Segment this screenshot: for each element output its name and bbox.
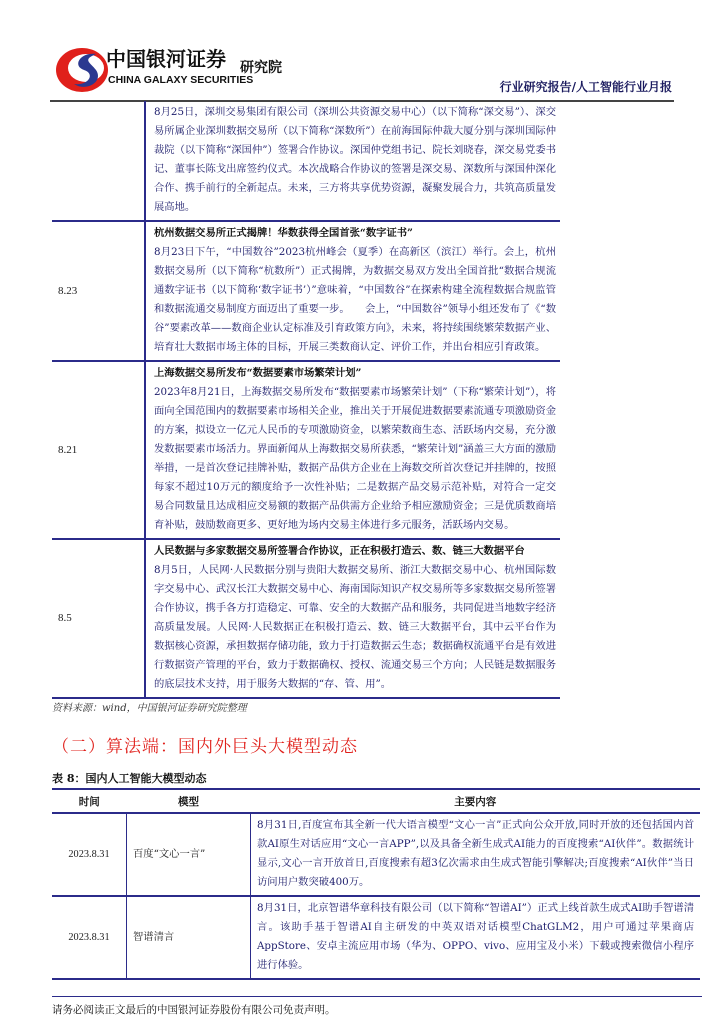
news-body: 2023年8月21日，上海数据交易所发布“数据要素市场繁荣计划”（下称“繁荣计划”），将面向全国范围内的数据要素市场相关企业，推出关于开展促进数据要素流通专项激励资金的方案，拟设立一亿元人民币的专项激励资金，以繁荣数商生态、活跃场内交易，充分激发数据要素市场活力。界面新闻从上海数据交易所获悉，“繁荣计划”涵盖三大方面的激励举措，一是首次登记挂牌补贴，数据产品供方企业在上海数交所首次登记并挂牌的，按照每家不超过10万元的额度给予一次性补贴；二是数据产品交易示范补贴，对符合一定交易合同数量且达成相应交易额的数据产品供需方企业给予相应激励资金；三是优质数商培育补贴，鼓励数商更多、更好地为场内交易主体进行多元服务，活跃场内交易。 (154, 386, 556, 531)
date-cell: 8.5 (52, 539, 145, 698)
disclaimer-text: 请务必阅读正文最后的中国银河证券股份有限公司免责声明。 (52, 1004, 336, 1016)
news-title: 人民数据与多家数据交易所签署合作协议，正在积极打造云、数、链三大数据平台 (154, 545, 525, 557)
model-cell: 智谱清言 (127, 896, 251, 979)
time-cell: 2023.8.31 (52, 813, 127, 896)
content-cell: 8月31日，北京智谱华章科技有限公司（以下简称“智谱AI”）正式上线首款生成式AI助手智谱清言。该助手基于智谱AI自主研发的中英双语对话模型ChatGLM2，用户可通过苹果商店AppStore、安卓主流应用市场（华为、OPPO、vivo、应用宝及小米）下载或搜索微信小程序进行体验。 (251, 896, 701, 979)
section-heading: （二）算法端：国内外巨头大模型动态 (52, 737, 358, 757)
brand-institute: 研究院 (240, 60, 282, 76)
table-row (52, 221, 560, 361)
news-body: 8月23日下午，“中国数谷”2023杭州峰会（夏季）在高新区（滨江）举行。会上，杭州数据交易所（以下简称“杭数所”）正式揭牌，为数据交易双方发出全国首批“数据合规流通数字证书（以下简称‘数字证书’）”意味着，“中国数谷”在探索构建全流程数据合规监管和数据流通交易制度方面迈出了重要一步。 会上，“中国数谷”领导小组还发布了《“数谷”要素改革——数商企业认定标准及引育政策方向》，未来，将持续围绕繁荣数据产业、培育壮大数据市场主体的目标，开展三类数商认定、评价工作，并出台相应引育政策。 (154, 246, 556, 353)
content-cell: 8月31日,百度宣布其全新一代大语言模型“文心一言”正式向公众开放,同时开放的还包括国内首款AI原生对话应用“文心一言APP”,以及具备全新生成式AI能力的百度搜索“AI伙伴”。数据统计显示,文心一言开放首日,百度搜索有超3亿次需求由生成式智能引擎解决;百度搜索“AI伙伴”当日访问用户数突破400万。 (251, 813, 701, 896)
column-header-time: 时间 (52, 789, 127, 813)
footer-divider (52, 996, 702, 997)
brand-name-cn: 中国银河证券 (106, 47, 226, 71)
table-row (52, 539, 560, 698)
news-title: 杭州数据交易所正式揭牌！华数获得全国首张“数字证书” (154, 227, 413, 239)
content-cell (145, 221, 560, 361)
content-cell (145, 539, 560, 698)
table-header-row (52, 789, 700, 813)
content-cell (145, 361, 560, 539)
time-cell: 2023.8.31 (52, 896, 127, 979)
news-title: 上海数据交易所发布“数据要素市场繁荣计划” (154, 367, 362, 379)
table-row (52, 361, 560, 539)
news-table (52, 101, 560, 699)
table-caption: 表 8：国内人工智能大模型动态 (52, 772, 207, 785)
column-header-model: 模型 (127, 789, 251, 813)
column-header-content: 主要内容 (251, 789, 701, 813)
source-note: 资料来源：wind，中国银河证券研究院整理 (52, 703, 247, 714)
news-body: 8月5日，人民网·人民数据分别与贵阳大数据交易所、浙江大数据交易中心、杭州国际数字交易中心、武汉长江大数据交易中心、海南国际知识产权交易所等多家数据交易所签署合作协议，携手各方打造稳定、可靠、安全的大数据产品和服务，共同促进当地数字经济高质量发展。人民网·人民数据正在积极打造云、数、链三大数据平台，其中云平台作为数据核心资源，承担数据存储功能，致力于打造数据云生态；数据确权流通平台是有效进行数据资产管理的平台，致力于数据确权、授权、流通交易三个方向；人民链是数据服务的底层技术支持，用于服务大数据的“存、管、用”。 (154, 564, 556, 690)
model-cell: 百度“文心一言” (127, 813, 251, 896)
table-row (52, 101, 560, 221)
date-cell (52, 101, 145, 221)
content-cell (145, 101, 560, 221)
brand-name-en: CHINA GALAXY SECURITIES (108, 74, 254, 86)
table-row (52, 813, 700, 896)
date-cell: 8.23 (52, 221, 145, 361)
news-body: 8月25日，深圳交易集团有限公司（深圳公共资源交易中心）（以下简称“深交易”）、深交易所属企业深圳数据交易所（以下简称“深数所”）在前海国际仲裁大厦分别与深圳国际仲裁院（以下简称“深国仲”）签署合作协议。深国仲党组书记、院长刘晓春，深交易党委书记、董事长陈戈出席签约仪式。本次战略合作协议的签署是深交易、深数所与深国仲深化合作、携手前行的全新起点。未来，三方将共享优势资源，凝聚发展合力，共筑高质量发展高地。 (154, 106, 556, 213)
model-table (52, 788, 700, 980)
table-row (52, 896, 700, 979)
page-body (52, 101, 702, 1017)
report-type: 行业研究报告/人工智能行业月报 (499, 80, 672, 94)
date-cell: 8.21 (52, 361, 145, 539)
